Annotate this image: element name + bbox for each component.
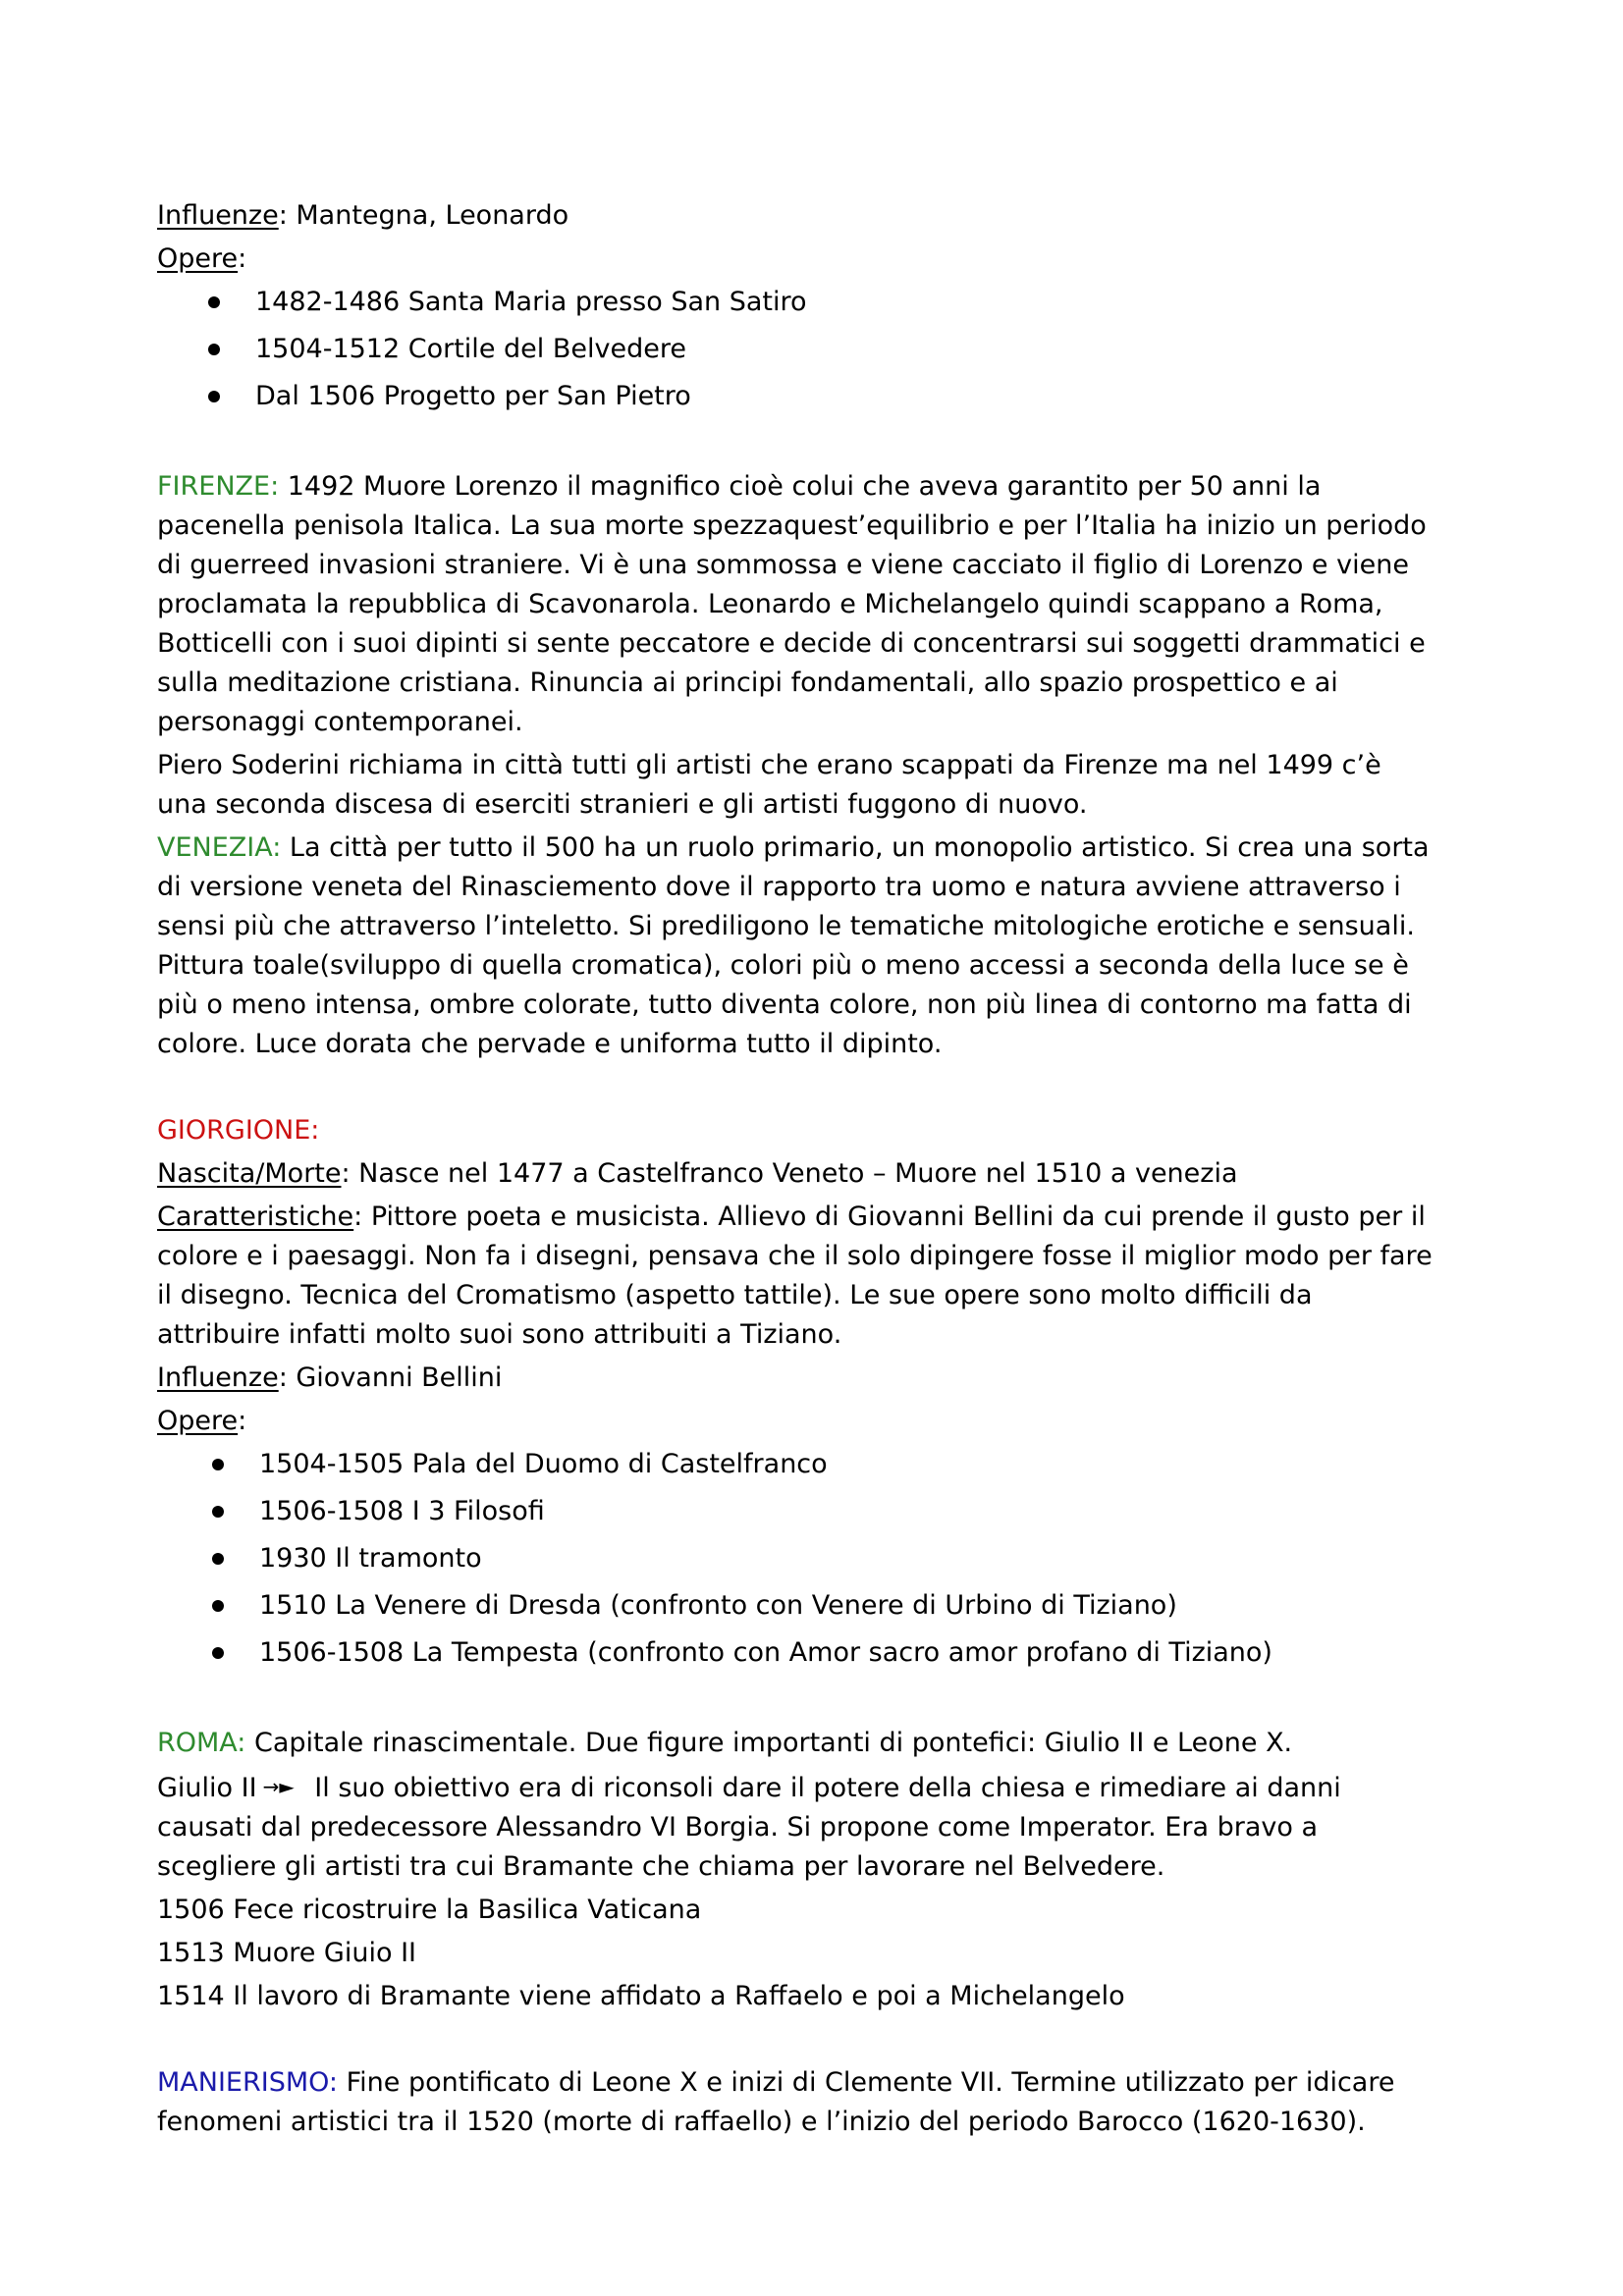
caratteristiche-label: Caratteristiche bbox=[157, 1201, 354, 1232]
venezia-heading: VENEZIA: bbox=[157, 832, 282, 863]
bullet-icon bbox=[208, 344, 220, 355]
list-item: 1510 La Venere di Dresda (confronto con Venere di Urbino di Tiziano) bbox=[157, 1582, 1488, 1629]
nascita-label: Nascita/Morte bbox=[157, 1158, 342, 1189]
giorgione-influenze-label: Influenze bbox=[157, 1362, 279, 1393]
manierismo-heading: MANIERISMO: bbox=[157, 2067, 339, 2098]
list-item: 1482-1486 Santa Maria presso San Satiro bbox=[157, 279, 1488, 326]
arrow-right-icon: →► bbox=[262, 1775, 295, 1798]
bullet-icon bbox=[212, 1459, 224, 1470]
list-item: 1930 Il tramonto bbox=[157, 1535, 1488, 1582]
bullet-icon bbox=[208, 296, 220, 308]
document-body bbox=[157, 196, 1488, 2142]
giorgione-opere-list bbox=[157, 1441, 1488, 1677]
list-item: 1504-1512 Cortile del Belvedere bbox=[157, 326, 1488, 373]
roma-heading: ROMA: bbox=[157, 1728, 246, 1758]
giulio-label: Giulio II bbox=[157, 1773, 257, 1803]
influenze-label: Influenze bbox=[157, 200, 279, 231]
bullet-icon bbox=[212, 1553, 224, 1565]
list-item: 1506-1508 La Tempesta (confronto con Amor sacro amor profano di Tiziano) bbox=[157, 1629, 1488, 1677]
giorgione-opere-label: Opere bbox=[157, 1406, 239, 1436]
opere-label: Opere bbox=[157, 243, 239, 274]
opere-row: Opere: bbox=[157, 243, 247, 274]
list-item: 1504-1505 Pala del Duomo di Castelfranco bbox=[157, 1441, 1488, 1488]
firenze-section: FIRENZE: 1492 Muore Lorenzo il magnifico cioè colui che aveva garantito per 50 anni la pacenella penisola Italica. La sua morte spezzaquest’equilibrio e per l’Italia ha inizio un periodo di guerreed invasioni straniere. Vi è una sommossa e viene cacciato il figlio di Lorenzo e viene proclamata la repubblica di Scavonarola. Leonardo e Michelangelo quindi scappano a Roma, Botticelli con i suoi dipinti si sente peccatore e decide di concentrarsi sui soggetti drammatici e sulla meditazione cristiana. Rinuncia ai principi fondamentali, allo spazio prospettico e ai personaggi contemporanei. Piero Soderini richiama in città tutti gli artisti che erano scappati da Firenze ma nel 1499 c’è una seconda discesa di eserciti stranieri e gli artisti fuggono di nuovo. bbox=[157, 471, 1427, 820]
influenze-value: : Mantegna, Leonardo bbox=[278, 200, 569, 231]
firenze-heading: FIRENZE: bbox=[157, 471, 280, 502]
manierismo-section: MANIERISMO: Fine pontificato di Leone X e inizi di Clemente VII. Termine utilizzato per idicare fenomeni artistici tra il 1520 (morte di raffaello) e l’inizio del periodo Barocco (1620-1630). bbox=[157, 2067, 1395, 2137]
roma-section: ROMA: Capitale rinascimentale. Due figure importanti di pontefici: Giulio II e Leone X. Giulio II →► Il suo obiettivo era di riconsoli dare il potere della chiesa e rimediare ai danni causati dal predecessore Alessandro VI Borgia. Si propone come Imperator. Era bravo a scegliere gli artisti tra cui Bramante che chiama per lavorare nel Belvedere. 1506 Fece ricostruire la Basilica Vaticana 1513 Muore Giuio II 1514 Il lavoro di Bramante viene affidato a Raffaelo e poi a Michelangelo bbox=[157, 1728, 1341, 2011]
list-item: Dal 1506 Progetto per San Pietro bbox=[157, 373, 1488, 420]
bramante-opere-list bbox=[157, 279, 1488, 420]
bullet-icon bbox=[208, 391, 220, 402]
list-item: 1506-1508 I 3 Filosofi bbox=[157, 1488, 1488, 1535]
venezia-section: VENEZIA: La città per tutto il 500 ha un ruolo primario, un monopolio artistico. Si crea una sorta di versione veneta del Rinasciemento dove il rapporto tra uomo e natura avviene attraverso i sensi più che attraverso l’inteletto. Si prediligono le tematiche mitologiche erotiche e sensuali. Pittura toale(sviluppo di quella cromatica), colori più o meno accessi a seconda della luce se è più o meno intensa, ombre colorate, tutto diventa colore, non più linea di contorno ma fatta di colore. Luce dorata che pervade e uniforma tutto il dipinto. bbox=[157, 832, 1430, 1059]
influenze-row bbox=[157, 196, 1488, 236]
bullet-icon bbox=[212, 1506, 224, 1518]
giorgione-heading: GIORGIONE: bbox=[157, 1115, 320, 1146]
bullet-icon bbox=[212, 1647, 224, 1659]
bullet-icon bbox=[212, 1600, 224, 1612]
giorgione-section: GIORGIONE: Nascita/Morte: Nasce nel 1477 a Castelfranco Veneto – Muore nel 1510 a venezia Caratteristiche: Pittore poeta e musicista. Allievo di Giovanni Bellini da cui prende il gusto per il colore e i paesaggi. Non fa i disegni, pensava che il solo dipingere fosse il miglior modo per fare il disegno. Tecnica del Cromatismo (aspetto tattile). Le sue opere sono molto difficili da attribuire infatti molto suoi sono attribuiti a Tiziano. Influenze: Giovanni Bellini Opere: 1504-1505 Pala del Duomo di Castelfranco 1506-1508 I 3 Filosofi 1930 Il tramonto 1510 La Venere di Dresda (confronto con Venere di Urbino di Tiziano) 1506-1508 La Tempesta (confronto con Amor sacro amor profano di Tiziano) bbox=[157, 1111, 1488, 1677]
